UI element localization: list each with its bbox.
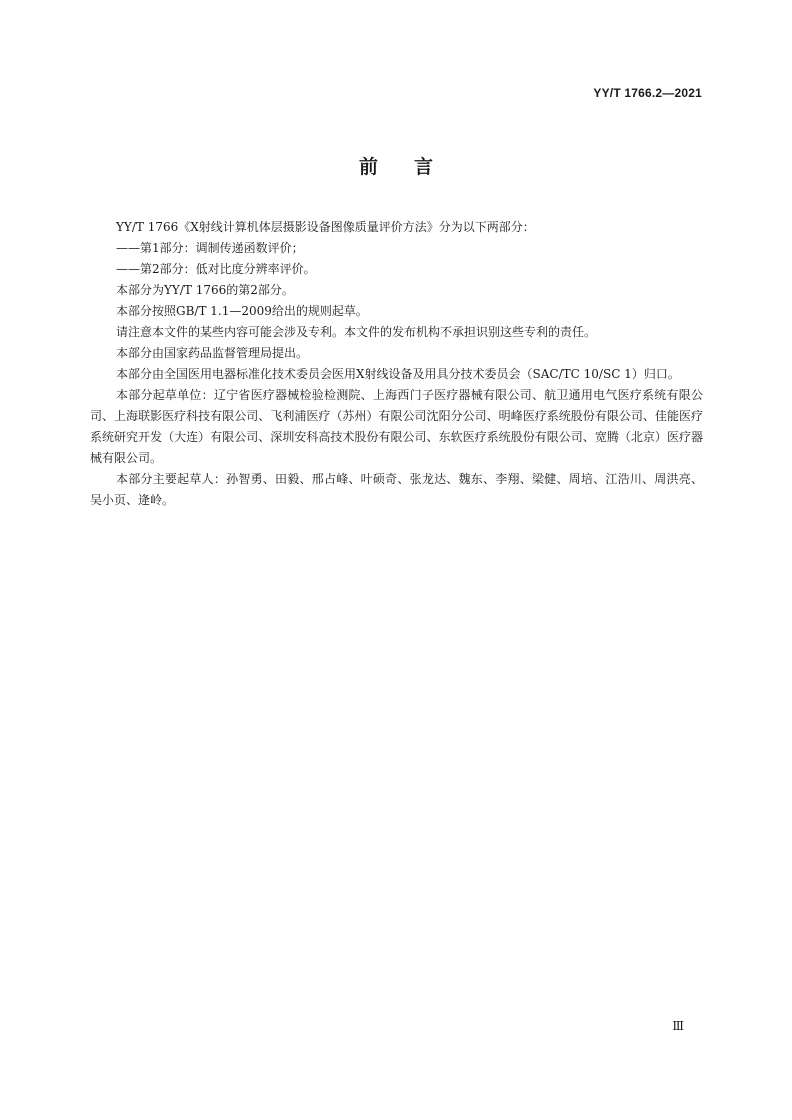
paragraph-drafting-units: 本部分起草单位：辽宁省医疗器械检验检测院、上海西门子医疗器械有限公司、航卫通用电气医疗系统有限公司、上海联影医疗科技有限公司、飞利浦医疗（苏州）有限公司沈阳分公司、明峰医疗系统股份有限公司、佳能医疗系统研究开发（大连）有限公司、深圳安科高技术股份有限公司、东软医疗系统股份有限公司、宽腾（北京）医疗器械有限公司。: [90, 388, 703, 465]
page-number: Ⅲ: [672, 1019, 684, 1033]
foreword-body: [90, 217, 703, 511]
paragraph-drafting-rules: 本部分按照GB/T 1.1—2009给出的规则起草。: [116, 304, 368, 318]
list-item-part-2: ——第2部分：低对比度分辨率评价。: [116, 262, 316, 276]
paragraph-committee: 本部分由全国医用电器标准化技术委员会医用X射线设备及用具分技术委员会（SAC/TC 10/SC 1）归口。: [116, 367, 680, 381]
standard-code: YY/T 1766.2—2021: [593, 86, 702, 100]
paragraph-patent-notice: 请注意本文件的某些内容可能会涉及专利。本文件的发布机构不承担识别这些专利的责任。: [116, 325, 597, 339]
paragraph-part-statement: 本部分为YY/T 1766的第2部分。: [116, 283, 294, 297]
paragraph-series-intro: YY/T 1766《X射线计算机体层摄影设备图像质量评价方法》分为以下两部分：: [116, 220, 535, 234]
paragraph-proposer: 本部分由国家药品监督管理局提出。: [116, 346, 309, 360]
page-title: 前言: [358, 156, 469, 178]
list-item-part-1: ——第1部分：调制传递函数评价；: [116, 241, 304, 255]
paragraph-drafters: 本部分主要起草人：孙智勇、田毅、邢占峰、叶硕奇、张龙达、魏东、李翔、梁健、周培、江浩川、周洪亮、吴小页、逄岭。: [90, 472, 703, 507]
